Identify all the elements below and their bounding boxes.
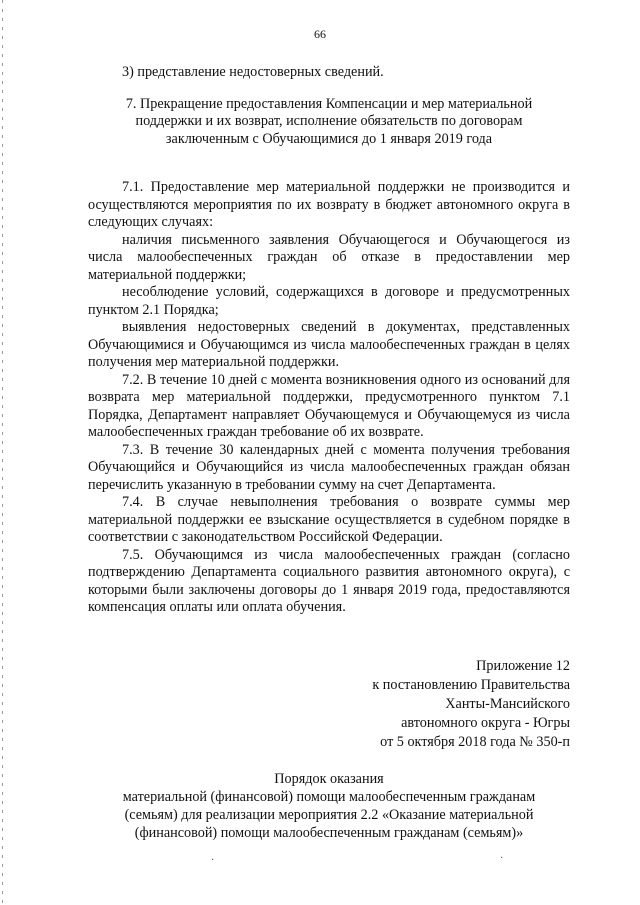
appendix-line: Ханты-Мансийского [445,695,570,712]
paragraph-7-2: 7.2. В течение 10 дней с момента возникновения одного из оснований для возврата мер материальной поддержки, предусмотренного пунктом 7.1 Порядка, Департамент направляет Обучающемуся и Обучающемуся из числа малообеспеченных граждан требование об их возврате. [88,371,570,440]
paragraph-7-1: 7.1. Предоставление мер материальной поддержки не производится и осуществляются мероприятия по их возврату в бюджет автономного округа в следующих случаях: [88,179,570,230]
paragraph-7-5: 7.5. Обучающимся из числа малообеспеченных граждан (согласно подтверждению Департамента социального развития автономного округа), с которыми были заключены договоры до 1 января 2019 года, предоставляются компенсация оплаты или оплата обучения. [88,546,570,615]
paragraph-7-3: 7.3. В течение 30 календарных дней с момента получения требования Обучающийся и Обучающийся из числа малообеспеченных граждан обязан перечислить указанную в требовании сумму на счет Департамента. [88,441,570,493]
order-title-line: (финансовой) помощи малообеспеченным гражданам (семьям)» [134,824,524,841]
scan-speck: · [211,855,215,866]
appendix-line: от 5 октября 2018 года № 350-п [380,733,570,750]
order-title-line: (семьям) для реализации мероприятия 2.2 «Оказание материальной [124,806,534,823]
appendix-line: к постановлению Правительства [372,676,570,693]
paragraph-case-3: выявления недостоверных сведений в документах, представленных Обучающимися и Обучающимся из числа малообеспеченных граждан в целях получения мер материальной поддержки. [88,319,570,370]
paragraph-7-4: 7.4. В случае невыполнения требования о возврате суммы мер материальной поддержки ее взыскание осуществляется в судебном порядке в соответствии с законодательством Российской Федерации. [88,494,570,545]
section-title-line: поддержки и их возврат, исполнение обязательств по договорам [135,113,523,129]
paragraph-case-1: наличия письменного заявления Обучающегося и Обучающегося из числа малообеспеченных граждан об отказе в предоставлении мер материальной поддержки; [88,231,570,283]
scan-left-edge [2,0,3,905]
order-title-line: Порядок оказания [274,770,384,787]
appendix-line: Приложение 12 [476,657,570,674]
appendix-header [88,657,570,752]
section-title-line: 7. Прекращение предоставления Компенсации и мер материальной [125,95,533,112]
section-7-title [88,96,570,149]
order-title [88,770,570,842]
document-body [88,64,570,842]
scan-speck: · [500,853,504,864]
appendix-line: автономного округа - Югры [401,714,570,731]
section-title-line: заключенным с Обучающимися до 1 января 2019 года [165,130,493,147]
order-title-line: материальной (финансовой) помощи малообеспеченным гражданам [122,788,536,805]
page-number: 66 [314,27,326,41]
paragraph-case-2: несоблюдение условий, содержащихся в договоре и предусмотренных пунктом 2.1 Порядка; [88,284,570,318]
list-item-3: 3) представление недостоверных сведений. [122,64,384,80]
